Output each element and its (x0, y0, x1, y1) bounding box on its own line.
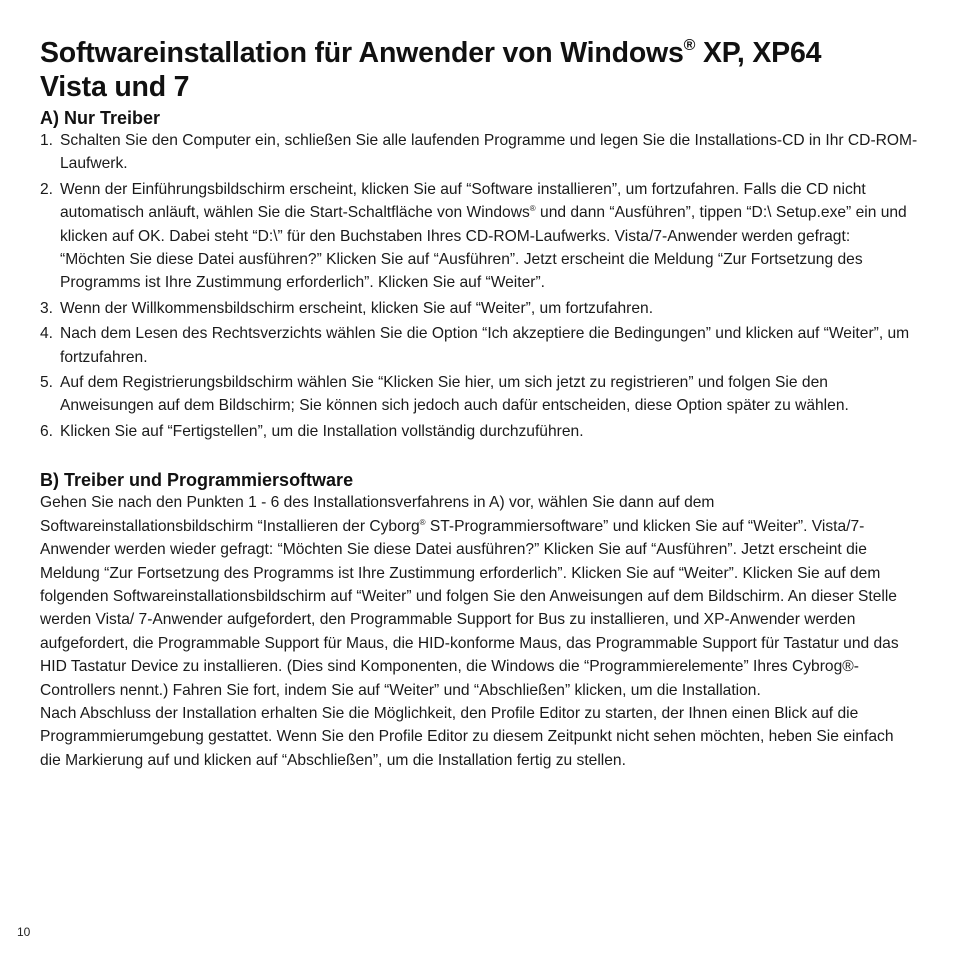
registered-mark: ® (683, 37, 696, 54)
registered-mark: ® (529, 204, 536, 214)
section-a-heading: A) Nur Treiber (40, 108, 161, 128)
list-item (40, 129, 918, 176)
step-text: Wenn der Willkommensbildschirm erscheint, klicken Sie auf “Weiter”, um fortzufahren. (60, 299, 654, 317)
list-item (40, 322, 918, 369)
paragraph-text: Gehen Sie nach den Punkten 1 - 6 des Installationsverfahrens in A) vor, wählen Sie dann auf dem Softwareinstallationsbildschirm “Installieren der Cyborg (40, 494, 715, 535)
step-text: Nach dem Lesen des Rechtsverzichts wählen Sie die Option “Ich akzeptiere die Bedingungen” und klicken auf “Weiter”, um fortzufahren. (60, 325, 910, 366)
step-text: Klicken Sie auf “Fertigstellen”, um die Installation vollständig durchzuführen. (60, 422, 584, 440)
step-text-continued: und dann “Ausführen”, tippen “D:\ Setup.exe” ein und klicken auf OK. Dabei steht “D:\” für den Buchstaben Ihres CD-ROM-Laufwerks. Vista/7-Anwender werden gefragt: “Möchten Sie diese Datei ausführen?” Klicken Sie auf “Ausführen”. Jetzt erscheint die Meldung “Zur Fortsetzung des Programms ist Ihre Zustimmung erforderlich”. Klicken Sie auf “Weiter”. (60, 204, 907, 292)
title-text-os: XP, XP64 (695, 37, 822, 69)
list-item (40, 178, 918, 295)
step-number: 1. (40, 132, 54, 149)
step-text: Schalten Sie den Computer ein, schließen Sie alle laufenden Programme und legen Sie die Installations-CD in Ihr CD-ROM-Laufwerk. (60, 132, 918, 173)
list-item (40, 420, 918, 443)
step-number: 2. (40, 180, 54, 198)
section-b-paragraph-2: Nach Abschluss der Installation erhalten Sie die Möglichkeit, den Profile Editor zu starten, der Ihnen einen Blick auf die Programmierumgebung gestattet. Wenn Sie den Profile Editor zu diesem Zeitpunkt nicht sehen möchten, heben Sie einfach die Markierung auf und klicken auf “Abschließen”, um die Installation fertig zu stellen. (40, 704, 894, 769)
section-a-steps (40, 129, 918, 443)
title-text: Softwareinstallation für Anwender von Windows (40, 37, 684, 69)
step-text: Auf dem Registrierungsbildschirm wählen Sie “Klicken Sie hier, um sich jetzt zu registrieren” und folgen Sie den Anweisungen auf dem Bildschirm; Sie können sich jedoch auch dafür entscheiden, diese Option später zu wählen. (60, 374, 849, 415)
step-number: 6. (40, 422, 54, 440)
step-number: 5. (40, 374, 54, 392)
paragraph-text-continued: ST-Programmiersoftware” und klicken Sie auf “Weiter”. Vista/7-Anwender werden wieder gefragt: “Möchten Sie diese Datei ausführen?” Klicken Sie auf “Ausführen”. Jetzt erscheint die Meldung “Zur Fortsetzung des Programms ist Ihre Zustimmung erforderlich”. Klicken Sie auf “Weiter”. Klicken Sie auf dem folgenden Softwareinstallationsbildschirm auf “Weiter” und folgen Sie den Anweisungen auf dem Bildschirm. An dieser Stelle werden Vista/ 7-Anwender aufgefordert, den Programmable Support for Bus zu installieren, und XP-Anwender werden aufgefordert, die Programmable Support für Maus, die HID-konforme Maus, das Programmable Support für Tastatur und das HID Tastatur Device zu installieren. (Dies sind Komponenten, die Windows die “Programmierelemente” Ihres Cybrog®-Controllers nennt.) Fahren Sie fort, indem Sie auf “Weiter” und “Abschließen” klicken, um die Installation. (40, 517, 899, 699)
list-item (40, 297, 918, 320)
step-text: Wenn der Einführungsbildschirm erscheint, klicken Sie auf “Software installieren”, um fortzufahren. Falls die CD nicht automatisch anläuft, wählen Sie die Start-Schaltfläche von Windows (60, 180, 866, 222)
title-line-2: Vista und 7 (40, 71, 190, 103)
document-page (40, 36, 918, 772)
step-number: 4. (40, 325, 54, 343)
step-number: 3. (40, 299, 54, 317)
page-title (40, 36, 918, 104)
list-item (40, 371, 918, 418)
registered-mark: ® (419, 517, 426, 527)
page-number: 10 (17, 925, 31, 939)
section-b-paragraph-1 (40, 491, 918, 702)
section-b-heading: B) Treiber und Programmiersoftware (40, 470, 354, 491)
